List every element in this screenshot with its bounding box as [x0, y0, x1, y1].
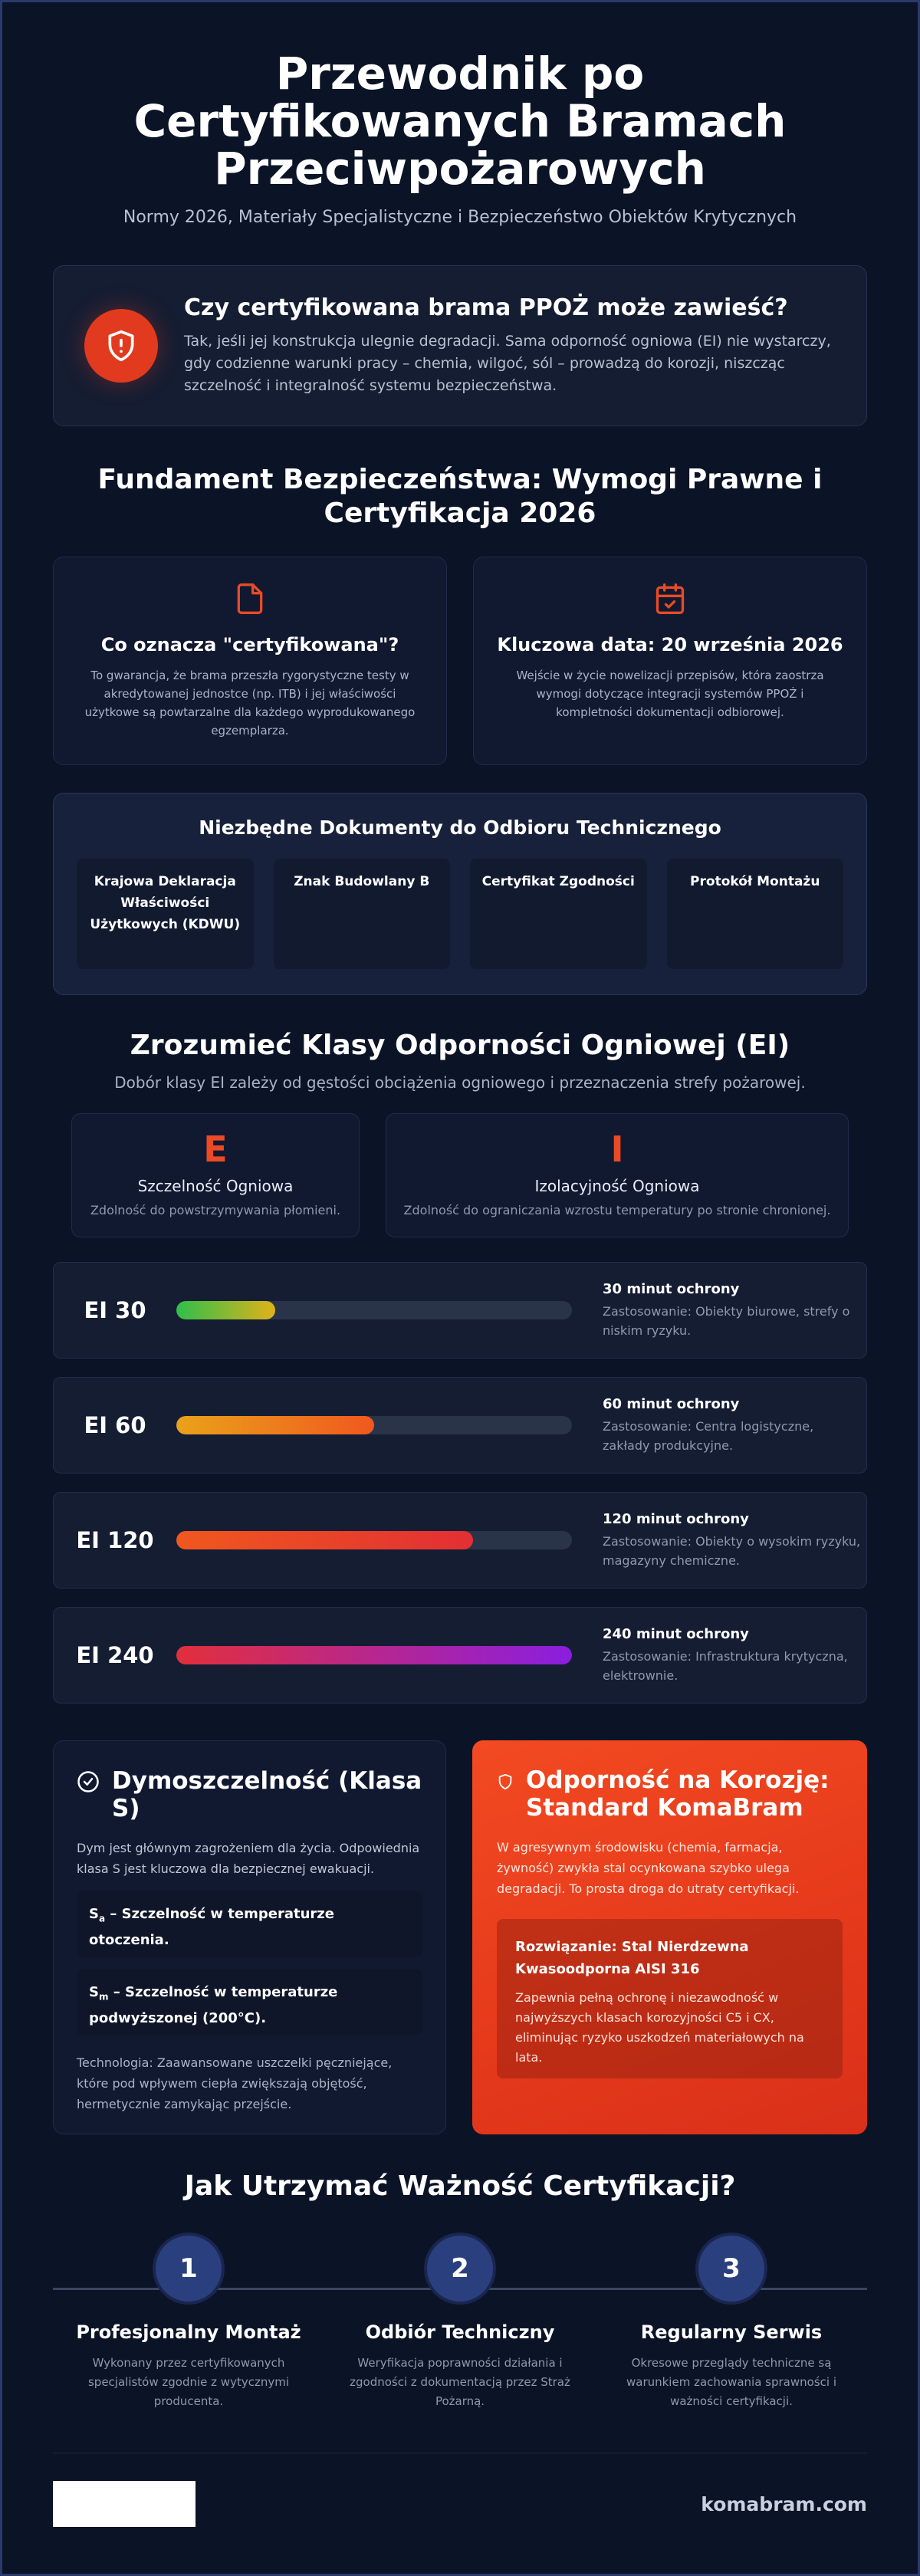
step-number: 3 — [695, 2233, 767, 2305]
ei-usage: Zastosowanie: Infrastruktura krytyczna, elektrownie. — [603, 1648, 848, 1683]
page-title: Przewodnik po Certyfikowanych Bramach Przeciwpożarowych — [133, 48, 787, 195]
page-subtitle: Normy 2026, Materiały Specjalistyczne i Bezpieczeństwo Obiektów Krytycznych — [123, 208, 797, 227]
corrosion-panel — [472, 1740, 867, 2134]
foundation-section — [53, 463, 867, 531]
check-circle-icon — [77, 1770, 100, 1822]
step-title: Profesjonalny Montaż — [76, 2321, 301, 2343]
class-symbol: S — [89, 1984, 99, 2000]
ei-letter-e — [71, 1113, 360, 1237]
smoke-intro: Dym jest głównym zagrożeniem dla życia. Odpowiednia klasa S jest kluczowa dla bezpiecznej ewakuacji. — [77, 1841, 420, 1876]
features-panels — [53, 1740, 867, 2134]
smoke-technology: Technologia: Zaawansowane uszczelki pęczniejące, które pod wpływem ciepła zwiększają objętość, hermetycznie zamykając przejście. — [77, 2055, 393, 2111]
calendar-check-icon — [653, 604, 687, 619]
ei-minutes: 60 minut ochrony — [603, 1395, 740, 1412]
ei-usage: Zastosowanie: Centra logistyczne, zakłady produkcyjne. — [603, 1418, 814, 1453]
ei-section — [53, 1029, 867, 1704]
step-text: Okresowe przeglądy techniczne są warunkiem zachowania sprawności i ważności certyfikacji. — [626, 2356, 836, 2408]
certified-card — [53, 557, 447, 765]
ei-subtitle: Dobór klasy EI zależy od gęstości obciążenia ogniowego i przeznaczenia strefy pożarowej. — [114, 1073, 806, 1092]
class-symbol: S — [89, 1906, 99, 1922]
ei-progress-fill — [176, 1301, 275, 1319]
step-title: Regularny Serwis — [640, 2321, 823, 2343]
step-item — [596, 2233, 867, 2411]
ei-progress-fill — [176, 1416, 374, 1434]
step-text: Wykonany przez certyfikowanych specjalistów zgodnie z wytycznymi producenta. — [87, 2356, 289, 2408]
step-item — [53, 2233, 324, 2411]
ei-minutes: 240 minut ochrony — [603, 1625, 749, 1642]
smoke-title: Dymoszczelność (Klasa S) — [112, 1767, 422, 1822]
solution-text: Zapewnia pełną ochronę i niezawodność w najwyższych klasach korozyjności C5 i CX, eliminując ryzyko uszkodzeń materiałowych na lata. — [515, 1990, 804, 2065]
letter: E — [203, 1129, 228, 1170]
step-number: 1 — [153, 2233, 225, 2305]
documents-list — [77, 859, 843, 969]
key-date-card — [473, 557, 867, 765]
ei-classes — [53, 1262, 867, 1704]
ei-usage: Zastosowanie: Obiekty o wysokim ryzyku, magazyny chemiczne. — [603, 1533, 861, 1568]
foundation-cards — [53, 557, 867, 765]
foundation-title: Fundament Bezpieczeństwa: Wymogi Prawne i Certyfikacja 2026 — [97, 464, 823, 529]
ei-minutes: 120 minut ochrony — [603, 1510, 749, 1527]
ei-letters — [53, 1113, 867, 1237]
step-number: 2 — [424, 2233, 496, 2305]
letter-name: Izolacyjność Ogniowa — [534, 1177, 700, 1195]
class-desc: – Szczelność w temperaturze otoczenia. — [89, 1906, 334, 1948]
ei-progress-fill — [176, 1646, 572, 1664]
ei-letter-i — [386, 1113, 849, 1237]
letter: I — [610, 1129, 624, 1170]
class-subscript: m — [98, 1991, 109, 2003]
ei-class-row — [53, 1492, 867, 1589]
document-item: Protokół Montażu — [667, 859, 844, 969]
documents-title: Niezbędne Dokumenty do Odbioru Technicznego — [199, 816, 721, 839]
ei-class-label: EI 60 — [84, 1412, 146, 1438]
ei-progress-track — [176, 1646, 572, 1664]
corrosion-title: Odporność na Korozję: Standard KomaBram — [526, 1766, 830, 1822]
ei-class-row — [53, 1262, 867, 1359]
ei-class-row — [53, 1607, 867, 1704]
question-box — [53, 265, 867, 426]
ei-class-label: EI 240 — [76, 1642, 154, 1668]
letter-name: Szczelność Ogniowa — [137, 1177, 294, 1195]
smoke-tightness-panel — [53, 1740, 446, 2134]
corrosion-intro: W agresywnym środowisku (chemia, farmacja, żywność) zwykła stal ocynkowana szybko ulega degradacji. To prosta droga do utraty certyfikacji. — [497, 1840, 800, 1896]
ei-title: Zrozumieć Klasy Odporności Ogniowej (EI) — [130, 1030, 790, 1061]
footer — [53, 2453, 867, 2527]
ei-progress-fill — [176, 1531, 473, 1549]
ei-class-label: EI 30 — [84, 1297, 146, 1323]
shield-alert-icon — [84, 309, 158, 383]
class-desc: – Szczelność w temperaturze podwyższonej (200°C). — [89, 1984, 338, 2026]
letter-desc: Zdolność do powstrzymywania płomieni. — [90, 1203, 341, 1217]
shield-icon — [497, 1769, 514, 1822]
ei-usage: Zastosowanie: Obiekty biurowe, strefy o niskim ryzyku. — [603, 1303, 850, 1338]
step-item — [324, 2233, 596, 2411]
card-text: To gwarancja, że brama przeszła rygorystyczne testy w akredytowanej jednostce (np. ITB) i jej właściwości użytkowe są powtarzalne dla każdego wyprodukowanego egzemplarza. — [84, 669, 416, 738]
letter-desc: Zdolność do ograniczania wzrostu temperatury po stronie chronionej. — [403, 1203, 831, 1217]
solution-title: Rozwiązanie: Stal Nierdzewna Kwasoodporna AISI 316 — [515, 1939, 749, 1977]
required-documents — [53, 793, 867, 995]
hero — [53, 2, 867, 227]
card-text: Wejście w życie nowelizacji przepisów, która zaostrza wymogi dotyczące integracji systemów PPOŻ i kompletności dokumentacji odbiorowej. — [516, 669, 824, 719]
question-text: Tak, jeśli jej konstrukcja ulegnie degradacji. Sama odporność ogniowa (EI) nie wystarczy, gdy codzienne warunki pracy – chemia, wilgoć, sól – prowadzą do korozji, niszcząc szczelność i integralność systemu bezpieczeństwa. — [184, 333, 831, 394]
ei-minutes: 30 minut ochrony — [603, 1280, 740, 1297]
ei-class-label: EI 120 — [76, 1527, 154, 1553]
class-subscript: a — [98, 1913, 106, 1924]
website-link[interactable]: komabram.com — [701, 2492, 867, 2515]
card-title: Co oznacza "certyfikowana"? — [100, 634, 399, 656]
ei-progress-track — [176, 1301, 572, 1319]
ei-progress-track — [176, 1416, 572, 1434]
ei-class-row — [53, 1377, 867, 1474]
ei-progress-track — [176, 1531, 572, 1549]
document-icon — [233, 604, 267, 619]
class-sm — [77, 1970, 422, 2036]
class-sa — [77, 1891, 422, 1957]
certification-title: Jak Utrzymać Ważność Certyfikacji? — [184, 2170, 736, 2202]
solution-box — [497, 1919, 843, 2078]
card-title: Kluczowa data: 20 września 2026 — [497, 634, 843, 656]
step-title: Odbiór Techniczny — [365, 2321, 555, 2343]
step-text: Weryfikacja poprawności działania i zgodności z dokumentacją przez Straż Pożarną. — [350, 2356, 570, 2408]
company-logo[interactable] — [53, 2481, 196, 2527]
steps — [53, 2233, 867, 2411]
question-title: Czy certyfikowana brama PPOŻ może zawieść? — [184, 294, 788, 321]
document-item: Znak Budowlany B — [274, 859, 451, 969]
certification-section — [53, 2170, 867, 2411]
document-item: Krajowa Deklaracja Właściwości Użytkowych (KDWU) — [77, 859, 254, 969]
document-item: Certyfikat Zgodności — [470, 859, 647, 969]
